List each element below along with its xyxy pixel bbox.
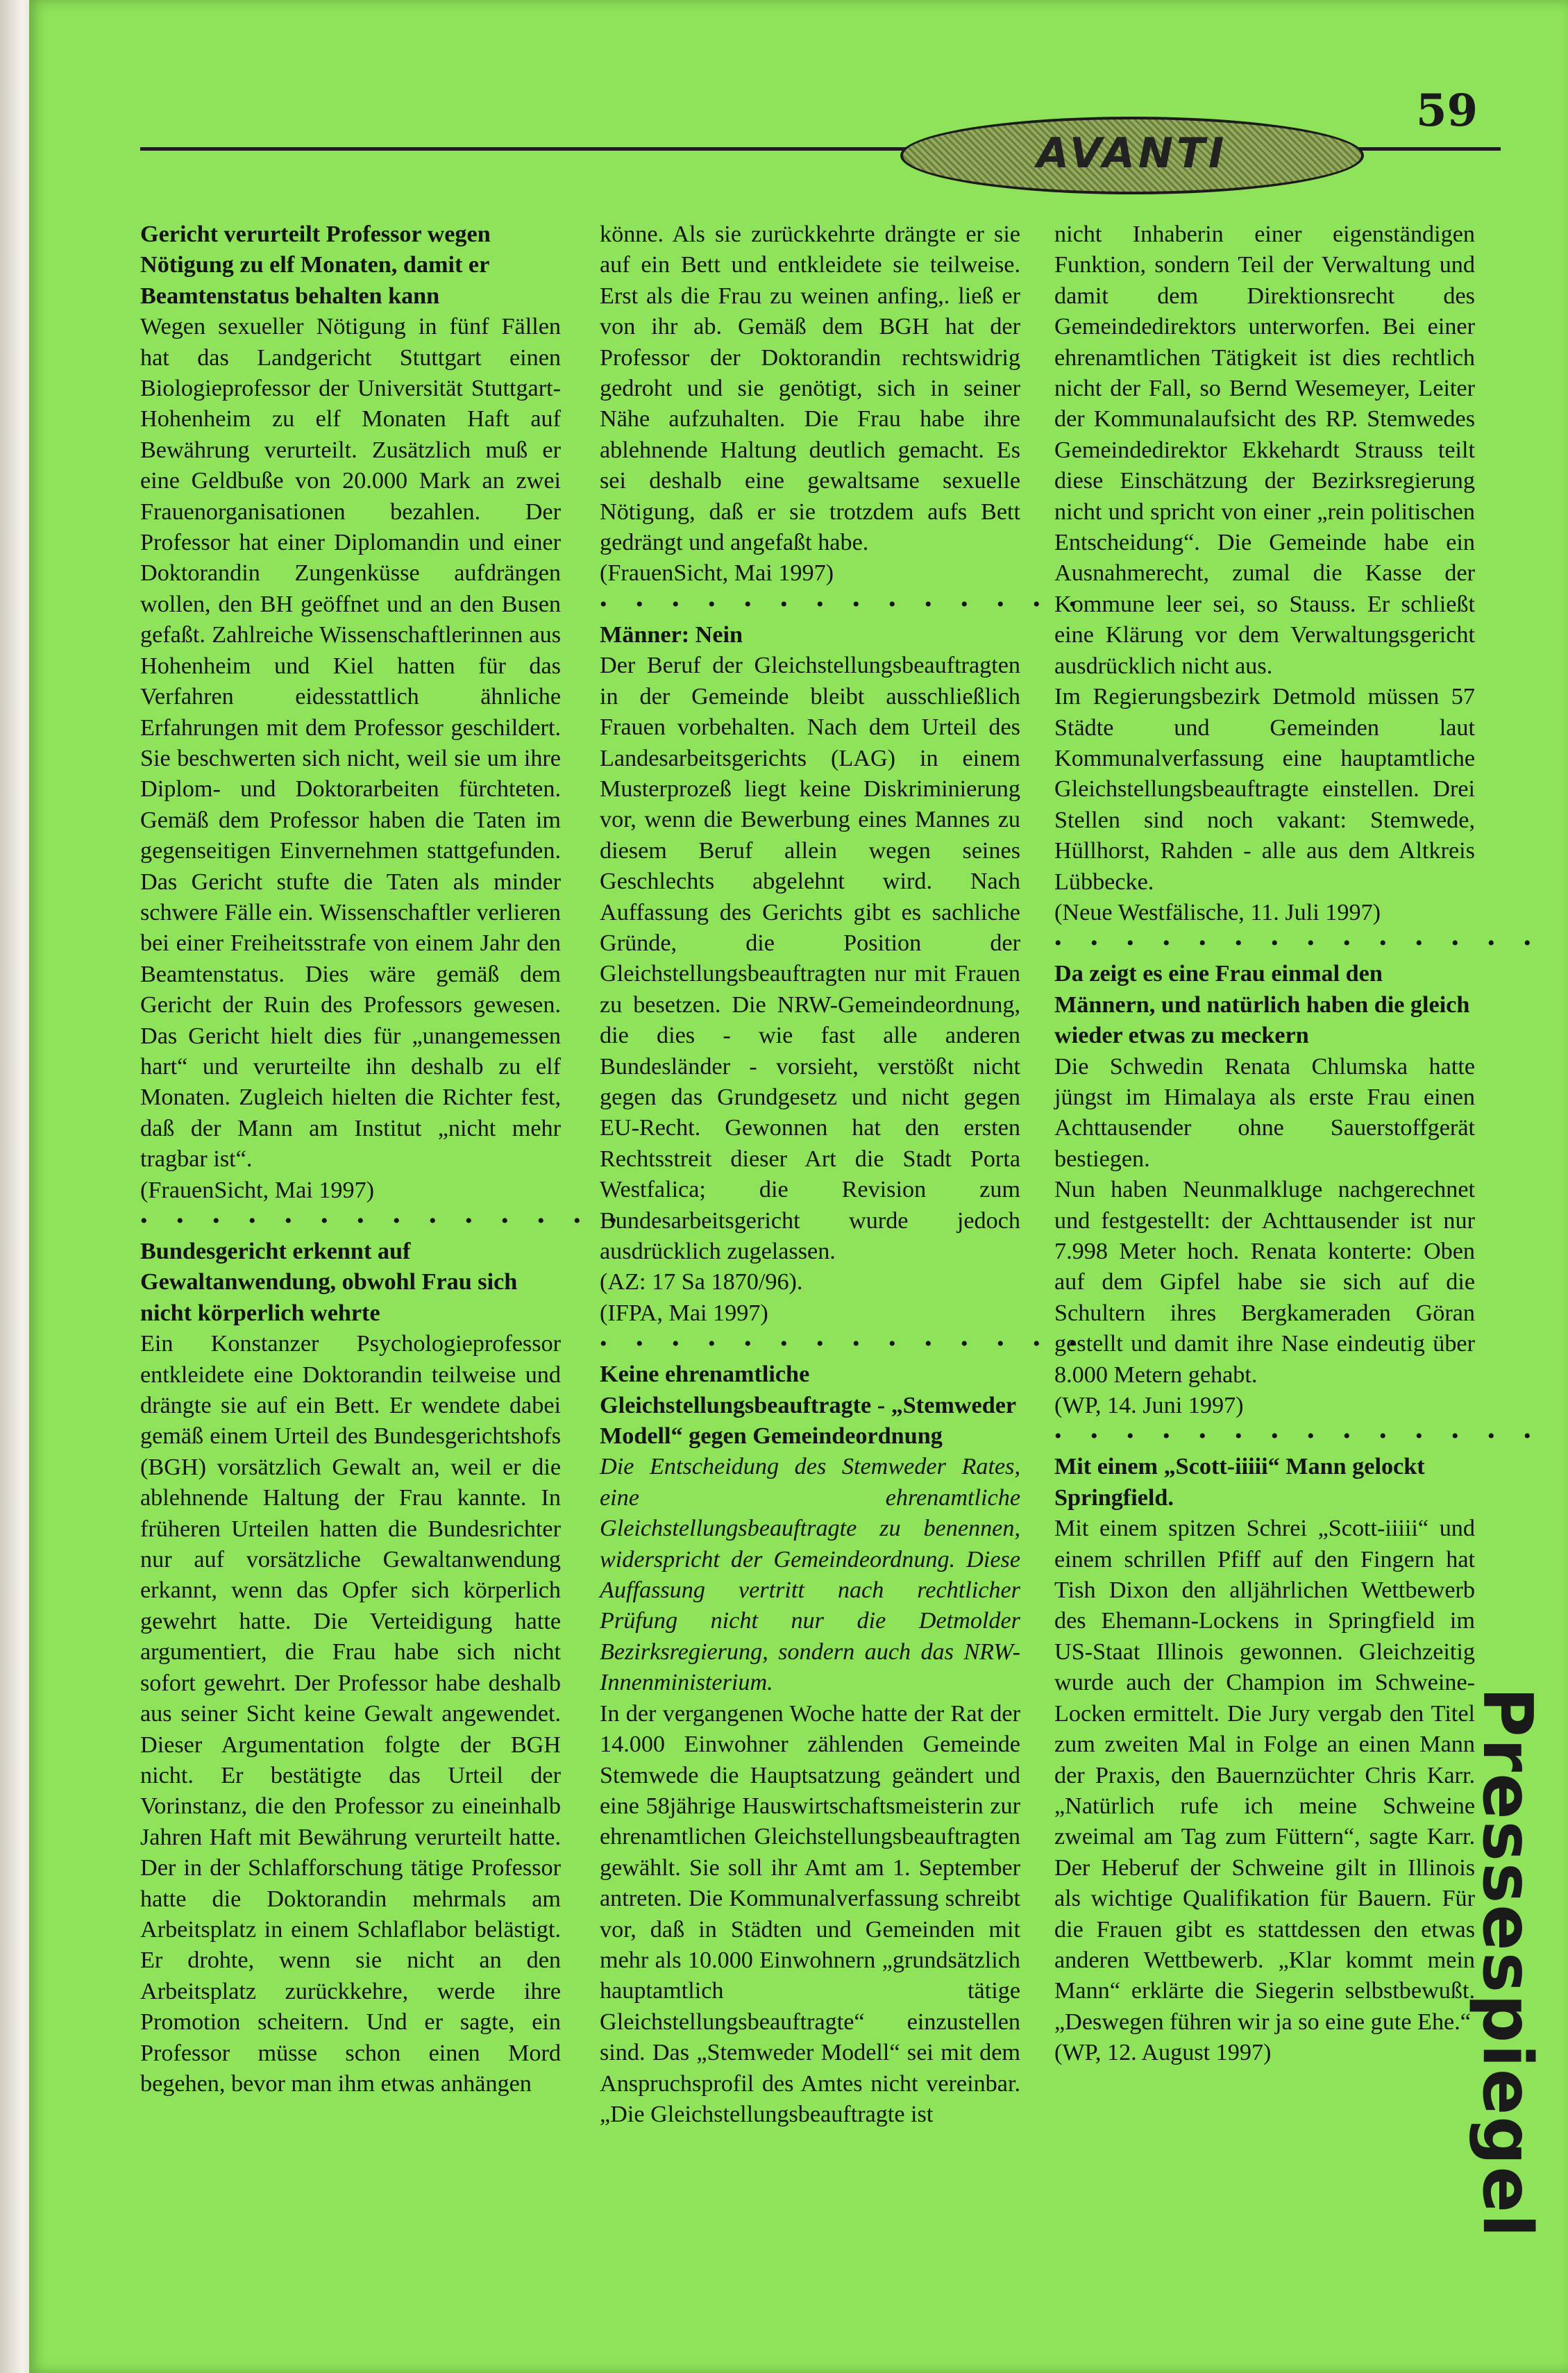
article-body: nicht Inhaberin einer eigenständigen Funktion, sondern Teil der Verwaltung und damit dem Direktionsrecht des Gemeindedirektors unterworfen. Bei einer ehrenamtlichen Tätigkeit ist dies rechtlich nicht der Fall, so Bernd Wesemeyer, Leiter der Kommunalaufsicht des RP. Stemwedes Gemeindedirektor Ekkehardt Strauss teilt diese Einschätzung der Bezirksregierung nicht und spricht von einer „rein politischen Entscheidung“. Die Gemeinde habe ein Ausnahmerecht, zumal die Kasse der Kommune leer sei, so Stauss. Er schließt eine Klärung vor dem Verwaltungsgericht ausdrücklich nicht aus. — [1054, 221, 1475, 679]
article-separator: • • • • • • • • • • • • • • — [600, 1332, 1088, 1356]
avanti-logo-text: AVANTI — [1036, 129, 1228, 178]
article-body: Ein Konstanzer Psychologieprofessor entkleidete eine Doktorandin teilweise und drängte sie auf ein Bett. Er wendete dabei gemäß einem Urteil des Bundesgerichtshofs (BGH) vorsätzlich Gewalt an, weil er die ablehnende Haltung der Frau kannte. In früheren Urteilen hatten die Bundesrichter nur auf vorsätzliche Gewaltanwendung erkannt, wenn das Opfer sich körperlich gewehrt hatte. Die Verteidigung hatte argumentiert, die Frau habe sich nicht sofort gewehrt. Der Professor habe deshalb aus seiner Sicht keine Gewalt angewendet. Dieser Argumentation folgte der BGH nicht. Er bestätigte das Urteil der Vorinstanz, die den Professor zu eineinhalb Jahren Haft mit Bewährung verurteilt hatte. Der in der Schlafforschung tätige Professor hatte die Doktorandin mehrmals am Arbeitsplatz in einem Schlaflabor belästigt. Er drohte, wenn sie nicht an den Arbeitsplatz zurückkehre, werde ihre Promotion scheitern. Und er sagte, ein Professor müsse schon einen Mord begehen, bevor man ihm etwas anhängen — [140, 1331, 561, 2097]
article-headline: Mit einem „Scott-iiiii“ Mann gelockt Springfield. — [1054, 1454, 1425, 1511]
article-body: Im Regierungsbezirk Detmold müssen 57 Städte und Gemeinden laut Kommunalverfassung eine hauptamtliche Gleichstellungsbeauftragte einstellen. Drei Stellen sind noch vakant: Stemwede, Hüllhorst, Rahden - alle aus dem Altkreis Lübbecke. — [1054, 684, 1475, 895]
article-body: Wegen sexueller Nötigung in fünf Fällen hat das Landgericht Stuttgart einen Biologieprofessor der Universität Stuttgart-Hohenheim zu elf Monaten Haft auf Bewährung verurteilt. Zusätzlich muß er eine Geldbuße von 20.000 Mark an zwei Frauenorganisationen bezahlen. Der Professor hat einer Diplomandin und einer Doktorandin Zungenküsse aufdrängen wollen, den BH geöffnet und an den Busen gefaßt. Zahlreiche Wissenschaftlerinnen aus Hohenheim und Kiel hatten für das Verfahren eidesstattlich ähnliche Erfahrungen mit dem Professor geschildert. Sie beschwerten sich nicht, weil sie um ihre Diplom- und Doktorarbeiten fürchteten. Gemäß dem Professor haben die Taten im gegenseitigen Einvernehmen stattgefunden. Das Gericht stufte die Taten als minder schwere Fälle ein. Wissenschaftler verlieren bei einer Freiheitsstrafe von einem Jahr den Beamtenstatus. Dies wäre gemäß dem Gericht der Ruin des Professors gewesen. Das Gericht hielt dies für „unangemessen hart“ und verurteilte ihn deshalb zu elf Monaten. Zugleich hielten die Richter fest, daß der Mann am Institut „nicht mehr tragbar ist“. — [140, 314, 561, 1173]
article-lead: Die Entscheidung des Stemweder Rates, eine ehrenamtliche Gleichstellungsbeauftragte zu benennen, widerspricht der Gemeindeordnung. Diese Auffassung vertritt nach rechtlicher Prüfung nicht nur die Detmolder Bezirksregierung, sondern auch das NRW-Innenministerium. — [600, 1454, 1020, 1696]
article-separator: • • • • • • • • • • • • • • — [1054, 932, 1543, 955]
article-headline: Männer: Nein — [600, 621, 743, 648]
article-separator: • • • • • • • • • • • • • • — [600, 592, 1088, 616]
article-source: (WP, 14. Juni 1997) — [1054, 1393, 1244, 1419]
article-headline: Keine ehrenamtliche Gleichstellungsbeauftragte - „Stemweder Modell“ gegen Gemeindeordnung — [600, 1361, 1016, 1450]
column-2 — [600, 219, 1088, 2130]
article-headline: Gericht verurteilt Professor wegen Nötigung zu elf Monaten, damit er Beamtenstatus behalten kann — [140, 221, 491, 309]
article-source: (FrauenSicht, Mai 1997) — [140, 1177, 375, 1203]
article-body: In der vergangenen Woche hatte der Rat der 14.000 Einwohner zählenden Gemeinde Stemwede die Hauptsatzung geändert und eine 58jährige Hauswirtschaftsmeisterin zur ehrenamtlichen Gleichstellungsbeauftragten gewählt. Sie soll ihr Amt am 1. September antreten. Die Kommunalverfassung schreibt vor, daß in Städten und Gemeinden mit mehr als 10.000 Einwohnern „grundsätzlich hauptamtlich tätige Gleichstellungsbeauftragte“ einzustellen sind. Das „Stemweder Modell“ sei mit dem Anspruchsprofil des Amtes nicht vereinbar. „Die Gleichstellungsbeauftragte ist — [600, 1700, 1020, 2127]
article-body: Die Schwedin Renata Chlumska hatte jüngst im Himalaya als erste Frau einen Achttausender ohne Sauerstoffgerät bestiegen. — [1054, 1053, 1475, 1172]
article-reference: (AZ: 17 Sa 1870/96). — [600, 1269, 803, 1295]
article-separator: • • • • • • • • • • • • • • — [140, 1209, 629, 1232]
avanti-logo — [900, 117, 1364, 194]
magazine-page — [29, 0, 1568, 2373]
column-1 — [140, 219, 629, 2099]
article-source: (IFPA, Mai 1997) — [600, 1300, 768, 1326]
article-headline: Da zeigt es eine Frau einmal den Männern, und natürlich haben die gleich wieder etwas zu meckern — [1054, 961, 1470, 1049]
article-body: könne. Als sie zurückkehrte drängte er sie auf ein Bett und entkleidete sie teilweise. Erst als die Frau zu weinen anfing,. ließ er von ihr ab. Gemäß dem BGH hat der Professor der Doktorandin rechtswidrig gedroht und sie genötigt, sich in seiner Nähe aufzuhalten. Die Frau habe ihre ablehnende Haltung deutlich gemacht. Es sei deshalb eine gewaltsame sexuelle Nötigung, daß er sie trotzdem aufs Bett gedrängt und angefaßt habe. — [600, 221, 1020, 556]
article-source: (WP, 12. August 1997) — [1054, 2040, 1272, 2066]
section-side-label: Pressespiegel — [1467, 1687, 1546, 2239]
article-source: (FrauenSicht, Mai 1997) — [600, 560, 834, 587]
page-number: 59 — [1415, 85, 1478, 137]
article-separator: • • • • • • • • • • • • • • — [1054, 1425, 1543, 1448]
article-body: Nun haben Neunmalkluge nachgerechnet und festgestellt: der Achttausender ist nur 7.998 Meter hoch. Renata konterte: Oben auf dem Gipfel habe sie sich auf die Schultern ihres Bergkameraden Göran gestellt und damit ihre Nase eindeutig über 8.000 Metern gehabt. — [1054, 1177, 1475, 1388]
article-body: Der Beruf der Gleichstellungsbeauftragten in der Gemeinde bleibt ausschließlich Frauen vorbehalten. Nach dem Urteil des Landesarbeitsgerichts (LAG) in einem Musterprozeß liegt keine Diskriminierung vor, wenn die Bewerbung eines Mannes zu diesem Beruf allein wegen seines Geschlechts abgelehnt wird. Nach Auffassung des Gerichts gibt es sachliche Gründe, die Position der Gleichstellungsbeauftragten nur mit Frauen zu besetzen. Die NRW-Gemeindeordnung, die dies - wie fast alle anderen Bundesländer - vorsieht, verstößt nicht gegen das Grundgesetz und nicht gegen EU-Recht. Gewonnen hat den ersten Rechtsstreit dieser Art die Stadt Porta Westfalica; die Revision zum Bundesarbeitsgericht wurde jedoch ausdrücklich zugelassen. — [600, 653, 1020, 1264]
article-body: Mit einem spitzen Schrei „Scott-iiiii“ und einem schrillen Pfiff auf den Fingern hat Tish Dixon den alljährlichen Wettbewerb des Ehemann-Lockens in Springfield im US-Staat Illinois gewonnen. Gleichzeitig wurde auch der Champion im Schweine-Locken ermittelt. Die Jury vergab den Titel zum zweiten Mal in Folge an einen Mann der Praxis, den Bauernzüchter Chris Karr. „Natürlich rufe ich meine Schweine zweimal am Tag zum Füttern“, sagte Karr. Der Heberuf der Schweine gilt in Illinois als wichtige Qualifikation für Bauern. Für die Frauen gibt es stattdessen den etwas anderen Wettbewerb. „Klar kommt mein Mann“ erklärte die Siegerin selbstbewußt. „Deswegen führen wir ja so eine gute Ehe.“ — [1054, 1516, 1475, 2035]
article-headline: Bundesgericht erkennt auf Gewaltanwendung, obwohl Frau sich nicht körperlich wehrte — [140, 1239, 518, 1326]
article-source: (Neue Westfälische, 11. Juli 1997) — [1054, 899, 1381, 925]
